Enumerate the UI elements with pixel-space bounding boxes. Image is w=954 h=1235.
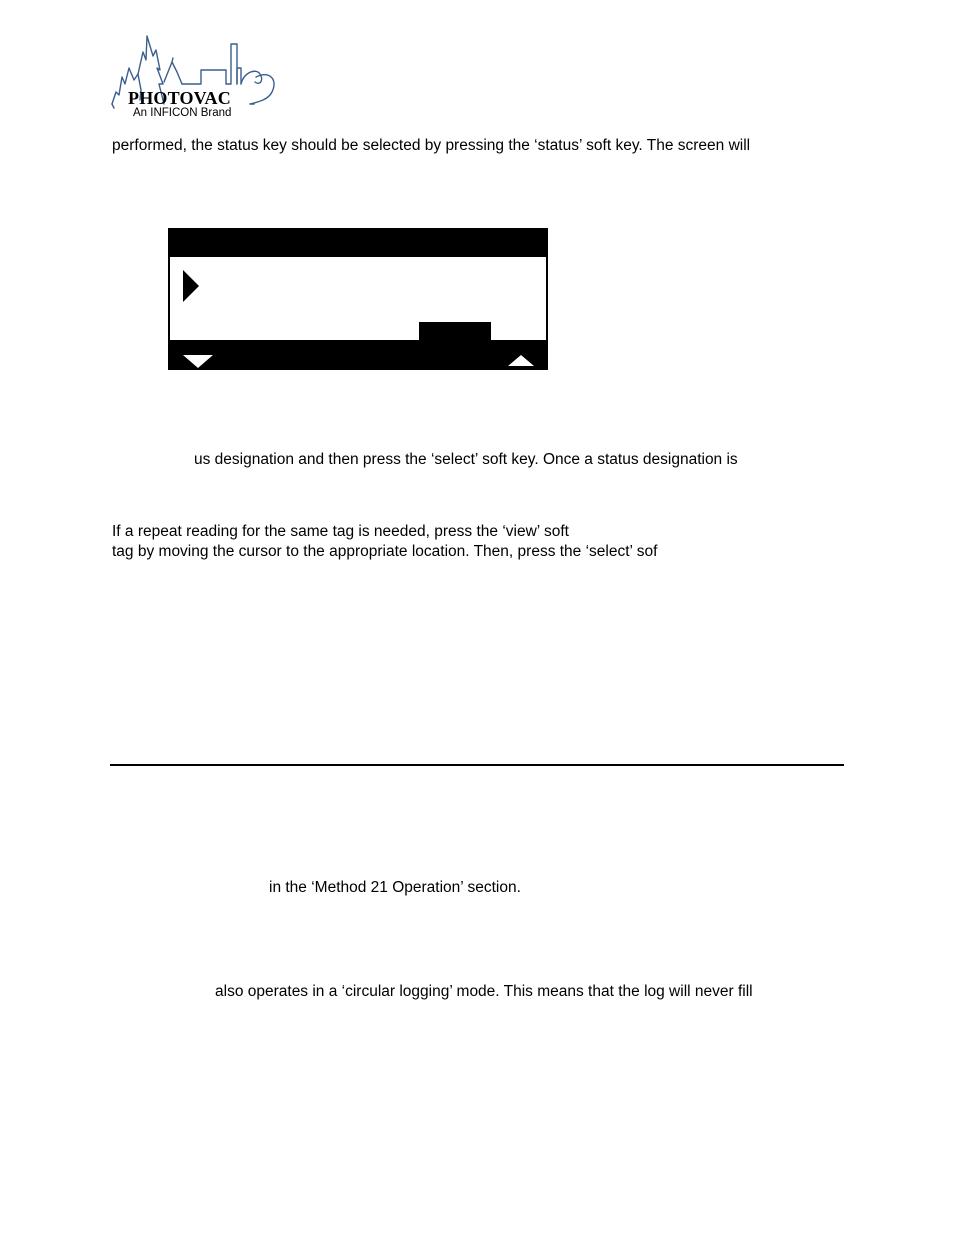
triangle-right-icon [183, 270, 199, 302]
triangle-up-icon [508, 355, 534, 366]
body-line-6: also operates in a ‘circular logging’ mode. This means that the log will never fill [215, 983, 753, 1000]
lcd-selected-option [419, 322, 491, 342]
brand-name: PHOTOVAC [128, 88, 231, 108]
lcd-title-bar [170, 230, 546, 257]
body-line-1: performed, the status key should be selected by pressing the ‘status’ soft key. The screen will [112, 137, 751, 154]
lcd-soft-key-bar [170, 340, 546, 368]
brand-tagline: An INFICON Brand [133, 107, 232, 119]
triangle-down-icon [183, 355, 213, 368]
photovac-logo [110, 32, 280, 122]
lcd-screen-illustration [168, 228, 548, 370]
body-line-2: us designation and then press the ‘select’ soft key. Once a status designation is [194, 451, 738, 468]
body-line-3: If a repeat reading for the same tag is needed, press the ‘view’ soft [112, 523, 569, 540]
section-divider [110, 764, 844, 766]
body-line-5: in the ‘Method 21 Operation’ section. [269, 879, 521, 896]
body-line-4: tag by moving the cursor to the appropriate location. Then, press the ‘select’ sof [112, 543, 658, 560]
